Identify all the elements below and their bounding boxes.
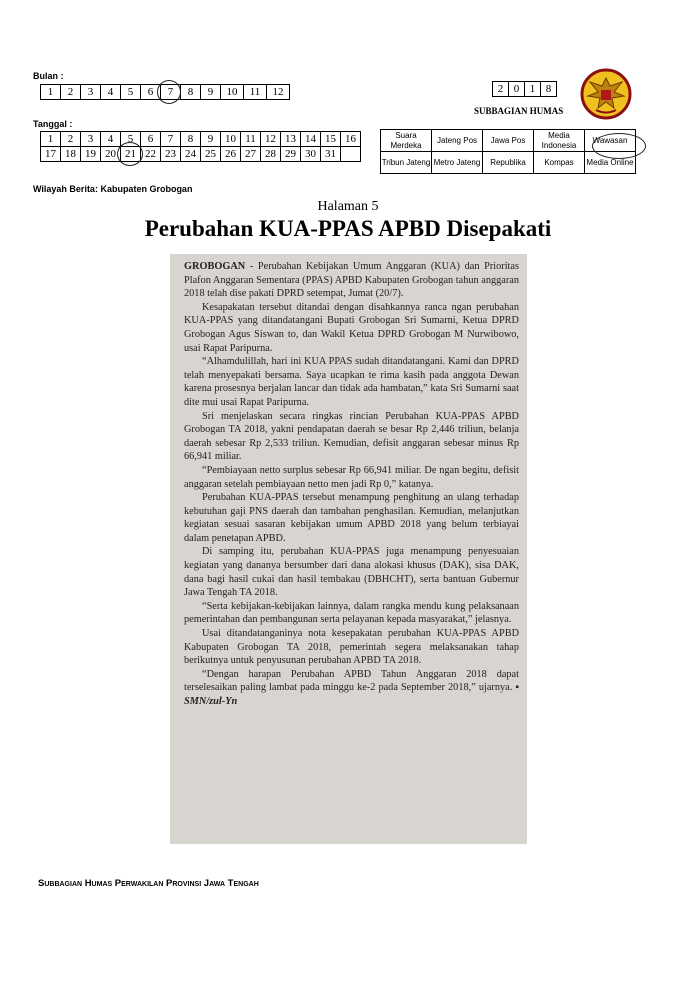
media-cell: Suara Merdeka	[381, 130, 432, 152]
page-number: Halaman 5	[317, 199, 379, 214]
date-grid	[40, 131, 361, 162]
date-cell: 25	[201, 147, 221, 162]
bulan-label: Bulan :	[33, 71, 64, 81]
date-cell: 28	[261, 147, 281, 162]
date-cell: 12	[261, 132, 281, 147]
month-cell: 7	[161, 85, 181, 100]
date-cell: 18	[61, 147, 81, 162]
date-cell: 20	[101, 147, 121, 162]
lead-text: - Perubahan Kebijakan Umum Anggaran (KUA) dan Prioritas Plafon Anggaran Sementara (PPAS) APBD Kabupaten Grobogan tahun anggaran 2018 telah dise pakati DPRD setempat, Jumat (20/7).	[184, 261, 519, 300]
date-cell: 17	[41, 147, 61, 162]
article-paragraph: “Pembiayaan netto surplus sebesar Rp 66,941 miliar. De ngan begitu, defisit anggaran setelah pembiayaan netto men jadi Rp 0,” katanya.	[184, 464, 519, 490]
month-cell: 8	[181, 85, 201, 100]
selected-month-circle	[157, 80, 181, 104]
date-cell: 4	[101, 132, 121, 147]
garuda-emblem-icon	[580, 68, 632, 120]
date-cell: 3	[81, 132, 101, 147]
date-cell: 21	[121, 147, 141, 162]
closing-text: “Dengan harapan Perubahan APBD Tahun Anggaran 2018 dapat terselesaikan paling lambat pada minggu ke-2 pada September 2018,” ujarnya.	[184, 668, 519, 694]
newspaper-clipping	[170, 254, 527, 844]
date-cell: 19	[81, 147, 101, 162]
media-cell: Tribun Jateng	[381, 152, 432, 174]
year-cell: 8	[541, 82, 557, 97]
date-cell: 7	[161, 132, 181, 147]
lead-paragraph	[184, 260, 519, 301]
media-cell: Media Online	[585, 152, 636, 174]
month-cell: 10	[221, 85, 244, 100]
media-cell: Kompas	[534, 152, 585, 174]
month-cell: 9	[201, 85, 221, 100]
article-title: Perubahan KUA-PPAS APBD Disepakati	[144, 216, 552, 241]
media-cell: Jateng Pos	[432, 130, 483, 152]
month-cell: 5	[121, 85, 141, 100]
date-cell: 29	[281, 147, 301, 162]
lead-keyword: GROBOGAN	[184, 261, 246, 272]
date-cell: 5	[121, 132, 141, 147]
month-cell: 4	[101, 85, 121, 100]
month-cell: 3	[81, 85, 101, 100]
article-paragraph: “Serta kebijakan-kebijakan lainnya, dalam rangka mendu kung pelaksanaan pemerintahan dan pembangunan serta pelayanan kepada masyarakat,” jelasnya.	[184, 600, 519, 626]
tanggal-label: Tanggal :	[33, 119, 73, 129]
year-cell: 2	[493, 82, 509, 97]
date-cell: 15	[321, 132, 341, 147]
date-cell: 14	[301, 132, 321, 147]
year-cell: 0	[509, 82, 525, 97]
date-cell: 23	[161, 147, 181, 162]
date-cell: 11	[241, 132, 261, 147]
month-cell: 2	[61, 85, 81, 100]
date-cell: 13	[281, 132, 301, 147]
date-cell: 1	[41, 132, 61, 147]
date-cell: 26	[221, 147, 241, 162]
media-cell: Republika	[483, 152, 534, 174]
article-signature: SMN/zul-Yn	[184, 696, 238, 707]
closing-paragraph: “Dengan harapan Perubahan APBD Tahun Anggaran 2018 dapat terselesaikan paling lambat pada minggu ke-2 pada September 2018,” ujarnya. ▪ SMN/zul-Yn	[184, 668, 519, 707]
media-cell: Media Indonesia	[534, 130, 585, 152]
date-cell: 8	[181, 132, 201, 147]
article-paragraph: Kesapakatan tersebut ditandai dengan disahkannya ranca ngan perubahan KUA-PPAS yang ditandatangani Bupati Grobogan Sri Sumarni, Ketua DPRD Grobogan Agus Siswan to, dan Wakil Ketua DPRD Grobogan M Nurwibowo, usai Rapat Paripurna.	[184, 301, 519, 354]
media-cell: Wawasan	[585, 130, 636, 152]
date-cell: 22	[141, 147, 161, 162]
date-cell: 2	[61, 132, 81, 147]
media-cell: Jawa Pos	[483, 130, 534, 152]
date-cell: 31	[321, 147, 341, 162]
year-grid	[492, 81, 557, 97]
date-cell: 16	[341, 132, 361, 147]
date-cell: 6	[141, 132, 161, 147]
date-cell: 30	[301, 147, 321, 162]
article-paragraph: Sri menjelaskan secara ringkas rincian Perubahan KUA-PPAS APBD Grobogan TA 2018, yakni pendapatan daerah se besar Rp 2,446 triliun, belanja daerah sebesar Rp 2,533 triliun. Kemudian, defisit anggaran sebesar minus Rp 66,941 miliar.	[184, 410, 519, 463]
year-cell: 1	[525, 82, 541, 97]
date-cell	[341, 147, 361, 162]
month-cell: 11	[244, 85, 267, 100]
month-cell: 6	[141, 85, 161, 100]
footer-text: Subbagian Humas Perwakilan Provinsi Jawa Tengah	[38, 878, 259, 889]
article-paragraph: “Alhamdulillah, hari ini KUA PPAS sudah ditandatangani. Kami dan DPRD telah menyepakati bersama. Saya ucapkan te rima kasih pada anggota Dewan karena prosesnya berjalan lancar dan tidak ada hambatan,” kata Sri Sumarni saat dite mui usai Rapat Paripurna.	[184, 356, 519, 408]
date-cell: 24	[181, 147, 201, 162]
region-label: Wilayah Berita: Kabupaten Grobogan	[33, 184, 193, 194]
selected-date-circle	[117, 142, 143, 166]
article-paragraph: Di samping itu, perubahan KUA-PPAS juga menampung penyesuaian kegiatan yang dananya bersumber dari dana alokasi khusus (DAK), sisa DAK, dana bagi hasil cukai dan hasil tembakau (DBHCHT), serta bantuan Gubernur Jawa Tengah TA 2018.	[184, 546, 519, 599]
department-label: SUBBAGIAN HUMAS	[474, 106, 564, 116]
date-cell: 10	[221, 132, 241, 147]
date-cell: 9	[201, 132, 221, 147]
article-paragraph: Usai ditandatanganinya nota kesepakatan perubahan KUA-PPAS APBD Kabupaten Grobogan TA 2018, pemerintah segera melaksanakan tahap berikutnya untuk penyusunan perubahan APBD TA 2018.	[184, 628, 519, 667]
article-paragraph: Perubahan KUA-PPAS tersebut menampung penghitung an ulang terhadap kebutuhan gaji PNS daerah dan tambahan penghasilan. Kemudian, melanjutkan kegiatan sesuai sasaran kebijakan umum APBD 2018 yang belum terbiayai dalam penetapan APBD.	[184, 492, 519, 544]
month-cell: 1	[41, 85, 61, 100]
date-cell: 27	[241, 147, 261, 162]
media-cell: Metro Jateng	[432, 152, 483, 174]
month-cell: 12	[267, 85, 290, 100]
selected-media-circle	[592, 133, 646, 159]
